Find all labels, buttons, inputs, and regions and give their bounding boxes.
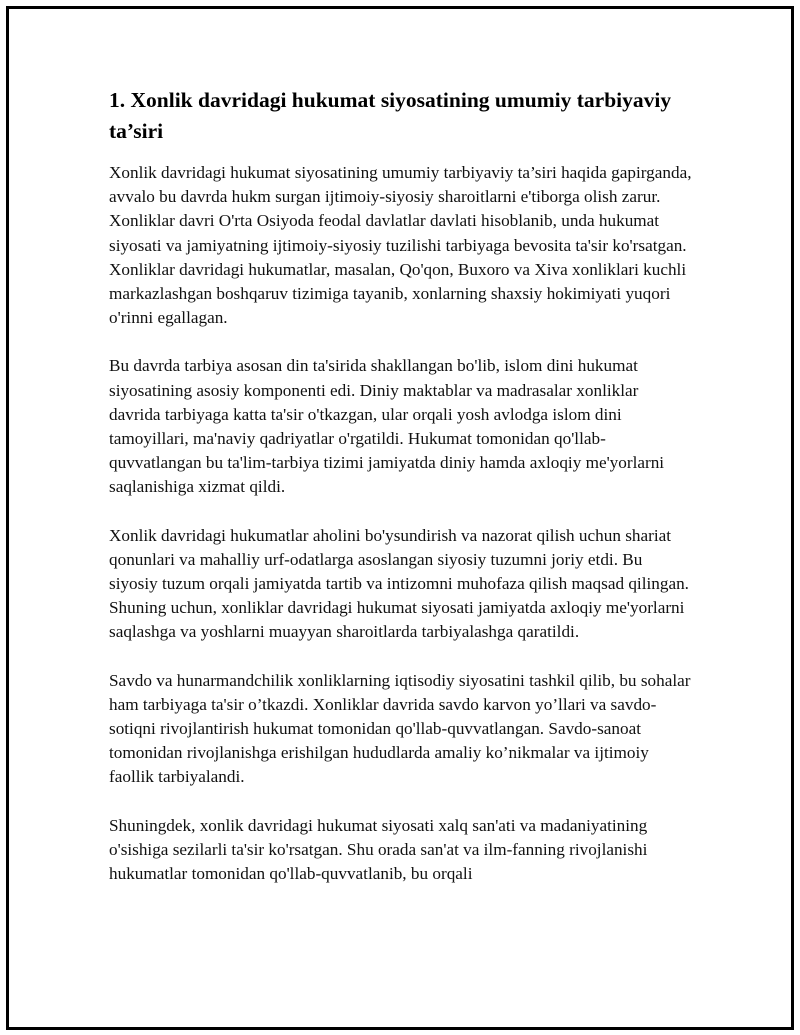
- paragraph-4: Savdo va hunarmandchilik xonliklarning iqtisodiy siyosatini tashkil qilib, bu sohalar ham tarbiyaga ta'sir o’tkazdi. Xonliklar davrida savdo karvon yo’llari va savdo-sotiqni rivojlantirish hukumat tomonidan qo'llab-quvvatlangan. Savdo-sanoat tomonidan rivojlanishga erishilgan hududlarda amaliy ko’nikmalar va ijtimoiy faollik tarbiyalandi.: [109, 670, 691, 787]
- paragraph-1: Xonlik davridagi hukumat siyosatining umumiy tarbiyaviy ta’siri haqida gapirganda, avvalo bu davrda hukm surgan ijtimoiy-siyosiy sharoitlarni e'tiborga olish zarur. Xonliklar davri O'rta Osiyoda feodal davlatlar davlati hisoblanib, unda hukumat siyosati va jamiyatning ijtimoiy-siyosiy tuzilishi tarbiyaga bevosita ta'sir ko'rsatgan. Xonliklar davridagi hukumatlar, masalan, Qo'qon, Buxoro va Xiva xonliklari kuchli markazlashgan boshqaruv tizimiga tayanib, xonlarning shaxsiy hokimiyati yuqori o'rinni egallagan.: [109, 163, 692, 328]
- section-heading: 1. Xonlik davridagi hukumat siyosatining umumiy tarbiyaviy ta’siri: [109, 88, 672, 143]
- paragraph-2: Bu davrda tarbiya asosan din ta'sirida shakllangan bo'lib, islom dini hukumat siyosatining asosiy komponenti edi. Diniy maktablar va madrasalar xonliklar davrida tarbiyaga katta ta'sir o'tkazgan, ular orqali yosh avlodga islom dini tamoyillari, ma'naviy qadriyatlar o'rgatildi. Hukumat tomonidan qo'llab-quvvatlangan bu ta'lim-tarbiya tizimi jamiyatda diniy hamda axloqiy me'yorlarni saqlanishiga xizmat qildi.: [109, 356, 665, 497]
- document-body: [109, 85, 694, 910]
- paragraph-5: Shuningdek, xonlik davridagi hukumat siyosati xalq san'ati va madaniyatining o'sishiga sezilarli ta'sir ko'rsatgan. Shu orada san'at va ilm-fanning rivojlanishi hukumatlar tomonidan qo'llab-quvvatlanib, bu orqali: [109, 815, 648, 884]
- paragraph-3: Xonlik davridagi hukumatlar aholini bo'ysundirish va nazorat qilish uchun shariat qonunlari va mahalliy urf-odatlarga asoslangan siyosiy tuzumni joriy etdi. Bu siyosiy tuzum orqali jamiyatda tartib va intizomni muhofaza qilish maqsad qilingan. Shuning uchun, xonliklar davridagi hukumat siyosati jamiyatda axloqiy me'yorlarni saqlashga va yoshlarni muayyan sharoitlarda tarbiyalashga qaratildi.: [109, 525, 689, 642]
